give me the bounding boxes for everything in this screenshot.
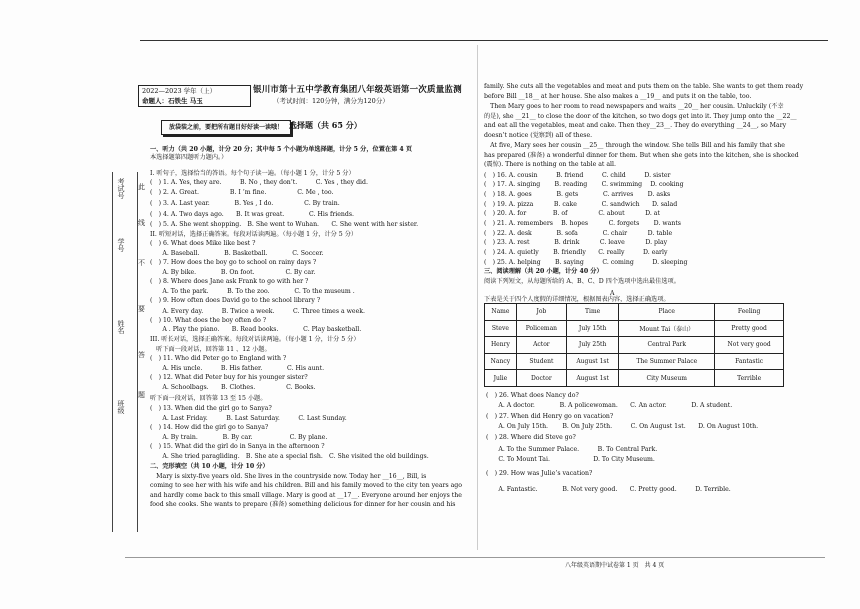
sidebar-label: 姓名 (117, 320, 125, 334)
left-text-line: ( ) 4. A. Two days ago. B. It was great. C. His friends. (150, 211, 354, 218)
sidebar-label: 学号 (117, 238, 125, 252)
binding-margin (112, 172, 138, 532)
right-text-line: doesn’t notice (觉察到) all of these. (484, 132, 593, 139)
left-text-line: A. Schoolbags. B. Clothes. C. Books. (150, 384, 316, 391)
table-row (485, 320, 784, 337)
left-text-line: III. 听长对话，选择正确答案。每段对话读两遍。（每小题 1 分，计分 5 分） (150, 336, 360, 343)
left-text-line: Mary is sixty-five years old. She lives in the countryside now. Today her __16__, Bill, is (150, 473, 427, 480)
table-cell: Central Park (619, 337, 715, 354)
left-text-line: A. She tried paragliding. B. She ate a special fish. C. She visited the old buildings. (150, 453, 429, 460)
left-text-line: ( ) 7. How does the boy go to school on rainy days ? (150, 259, 317, 266)
left-text-line: A. By train. B. By car. C. By plane. (150, 434, 328, 441)
left-text-line: coming to see her with his wife and his children. Bill and his family moved to the city ten years ago (150, 482, 462, 489)
table-cell: July 15th (567, 320, 619, 337)
table-cell: City Museum (619, 370, 715, 387)
right-text-line: ( ) 20. A. for B. of C. about D. at (484, 210, 660, 217)
table-cell: Job (516, 304, 566, 321)
reading-question-line: ( ) 28. Where did Steve go? (486, 434, 576, 441)
left-text-line: ( ) 15. What did the girl do in Sanya in the afternoon ? (150, 443, 325, 450)
right-text-line: ( ) 16. A. cousin B. friend C. child D. sister (484, 172, 671, 179)
table-cell: The Summer Palace (619, 353, 715, 370)
table-cell: Doctor (516, 370, 566, 387)
table-cell: Terrible (715, 370, 784, 387)
sidebar-mark: 要 (138, 305, 145, 313)
table-cell: Mount Tai（泰山） (619, 320, 715, 337)
table-cell: Student (516, 353, 566, 370)
left-text-line: 本选择题第四题听力题内。） (150, 154, 228, 161)
right-text-line: ( ) 24. A. quietly B. friendly C. really D. early (484, 249, 668, 256)
right-text-line: 三、阅读理解（共 20 小题，计分 40 分） (484, 268, 603, 275)
left-text-line: A. To the park. B. To the zoo. C. To the museum . (150, 288, 355, 295)
table-header-row (485, 304, 784, 321)
left-text-line: ( ) 9. How often does David go to the school library ? (150, 297, 321, 304)
reading-question-line: ( ) 27. When did Henry go on vacation? (486, 413, 614, 420)
right-text-line: and eat all the vegetables, meat and cake. Then they__23__. They do everything __24__, so Mary (484, 122, 787, 129)
table-cell: Actor (516, 337, 566, 354)
table-cell: Place (619, 304, 715, 321)
left-text-line: 一、听力（共 20 小题，计分 20 分；其中每 5 个小题为单选择题，计分 5 分，位置在第 4 页 (150, 146, 413, 153)
sidebar-label: 考试号 (117, 178, 125, 199)
left-text-line: 听下面一段对话，回答第 11 、12 小题。 (150, 346, 271, 353)
school-year: 2022—2023 学年（上） (142, 87, 217, 95)
left-text-line: and hardly come back to this small village. Mary is good at __17__. Everyone around her enjoys the (150, 492, 462, 499)
table-cell: Time (567, 304, 619, 321)
left-text-line: ( ) 12. What did Peter buy for his younger sister? (150, 374, 308, 381)
sidebar-mark: 线 (138, 219, 145, 227)
right-text-line: ( ) 23. A. rest B. drink C. leave D. play (484, 239, 668, 246)
right-text-line: has prepared (准备) a wonderful dinner for them. But when she gets into the kitchen, she is shocked (484, 152, 799, 159)
left-text-line: ( ) 6. What does Mike like best ? (150, 240, 256, 247)
sidebar-label: 班级 (117, 400, 125, 414)
right-text-line: At five, Mary sees her cousin __25__ through the window. She tells Bill and his family that she (484, 142, 785, 149)
right-text-line: ( ) 18. A. goes B. gets C. arrives D. asks (484, 191, 671, 198)
left-text-line: 二、完形填空（共 10 小题，计分 10 分） (150, 463, 269, 470)
exam-title: 银川市第十五中学教育集团八年级英语第一次质量监测 (253, 85, 462, 95)
table-cell: Feeling (715, 304, 784, 321)
left-text-line: A . Play the piano. B. Read books. C. Play basketball. (150, 326, 362, 333)
table-cell: Fantastic (715, 353, 784, 370)
reading-question-line: A. To the Summer Palace. B. To Central Park. (486, 446, 658, 453)
table-cell: August 1st (567, 370, 619, 387)
left-text-line: A. Baseball. B. Basketball. C. Soccer. (150, 250, 324, 257)
bottom-rule (125, 557, 825, 558)
column-divider (477, 45, 478, 550)
table-cell: Name (485, 304, 517, 321)
left-text-line: ( ) 11. Who did Peter go to England with ? (150, 355, 287, 362)
reading-question-line: A. On July 15th. B. On July 25th. C. On August 1st. D. On August 10th. (486, 423, 759, 430)
left-text-line: A. His uncle. B. His father. C. His aunt. (150, 365, 325, 372)
right-text-line: family. She cuts all the vegetables and meat and puts them on the table. She wants to get them ready (484, 83, 804, 90)
left-text-line: ( ) 3. A. Last year. B. Yes , I do. C. By train. (150, 200, 340, 207)
table-cell: Nancy (485, 353, 517, 370)
right-text-line: Then Mary goes to her room to read newspapers and waits __20__ her cousin. Unluckily (不幸 (484, 103, 784, 110)
reading-question-line: C. To Mount Tai. D. To City Museum. (486, 456, 655, 463)
reading-question-line: ( ) 29. How was Julie’s vacation? (486, 470, 593, 477)
table-cell: July 25th (567, 337, 619, 354)
sidebar-mark: 题 (138, 391, 145, 399)
header-info-box (138, 85, 251, 107)
author-line: 命题人：石铁生 马玉 (142, 97, 203, 105)
page-footer: 八年级英语期中试卷第 1 页 共 4 页 (565, 562, 665, 569)
right-text-line: 的是), she __21__ to close the door of the kitchen, so two dogs get into it. They jump onto the __22__ (484, 113, 797, 120)
left-text-line: I. 听句子，选择恰当的答语。每个句子读一遍。（每小题 1 分，计分 5 分） (150, 170, 355, 177)
right-text-line: ( ) 25. A. helping B. saying C. coming D. sleeping (484, 259, 688, 266)
left-text-line: ( ) 2. A. Great. B. I ’m fine. C. Me , too. (150, 189, 334, 196)
reading-question-line: A. A doctor. B. A policewoman. C. An actor. D. A student. (486, 402, 733, 409)
table-cell: August 1st (567, 353, 619, 370)
warning-box: 放袋装之前，要把所有题目好好读一读哦！ (161, 120, 291, 135)
table-cell: Julie (485, 370, 517, 387)
sidebar-mark: 此 (138, 183, 145, 191)
right-text-line: ( ) 19. A. pizza B. cake C. sandwich D. salad (484, 201, 678, 208)
table-cell: Policeman (516, 320, 566, 337)
left-text-line: ( ) 14. How did the girl go to Sanya? (150, 424, 269, 431)
left-text-line: ( ) 13. When did the girl go to Sanya? (150, 405, 272, 412)
right-text-line: ( ) 22. A. desk B. sofa C. chair D. table (484, 230, 673, 237)
reading-question-line: ( ) 26. What does Nancy do? (486, 392, 579, 399)
left-text-line: ( ) 10. What does the boy often do ? (150, 317, 267, 324)
left-text-line: A. Last Friday. B. Last Saturday. C. Last Sunday. (150, 415, 347, 422)
left-text-line: A. By bike. B. On foot. C. By car. (150, 269, 316, 276)
table-row (485, 370, 784, 387)
right-text-line: (震惊). There is nothing on the table at all. (484, 161, 616, 168)
left-text-line: 听下面一段对话，回答第 13 至 15 小题。 (150, 395, 267, 402)
right-text-line: before Bill __18__ at her house. She also makes a __19__ and puts it on the table, too. (484, 93, 752, 100)
left-text-line: II. 听短对话，选择正确答案。每段对话读两遍。（每小题 1 分，计分 5 分） (150, 231, 358, 238)
right-text-line: 下表是关于四个人度假的详细情况，根据图表内容，选择正确选项。 (484, 296, 670, 303)
table-cell: Pretty good (715, 320, 784, 337)
table-cell: Steve (485, 320, 517, 337)
reading-question-line: A. Fantastic. B. Not very good. C. Pretty good. D. Terrible. (486, 486, 731, 493)
right-text-line: ( ) 17. A. singing B. reading C. swimming D. cooking (484, 181, 684, 188)
sidebar-mark: 不 (138, 259, 145, 267)
left-text-line: ( ) 1. A. Yes, they are. B. No , they don’t. C. Yes , they did. (150, 179, 368, 186)
left-text-line: ( ) 5. A. She went shopping. B. She went to Wuhan. C. She went with her sister. (150, 221, 419, 228)
vacation-table (484, 303, 784, 387)
table-cell: Not very good (715, 337, 784, 354)
right-text-line: A (610, 290, 615, 297)
table-row (485, 337, 784, 354)
section-title: 选择题（共 65 分） (289, 120, 362, 130)
sidebar-mark: 答 (138, 351, 145, 359)
left-text-line: A. Every day. B. Twice a week. C. Three times a week. (150, 308, 365, 315)
exam-subtitle: （考试时间：120分钟，满分为120分） (273, 97, 389, 105)
left-text-line: ( ) 8. Where does Jane ask Frank to go with her ? (150, 278, 309, 285)
table-cell: Henry (485, 337, 517, 354)
top-rule (140, 40, 828, 41)
right-text-line: ( ) 21. A. remembers B. hopes C. forgets D. wants (484, 220, 681, 227)
right-text-line: 阅读下列短文，从每题所给的 A、B、C、D 四个选项中选出最佳选项。 (484, 278, 680, 285)
table-row (485, 353, 784, 370)
left-text-line: food she cooks. She wants to prepare (准备) something delicious for dinner for her cousin and his (150, 501, 456, 508)
